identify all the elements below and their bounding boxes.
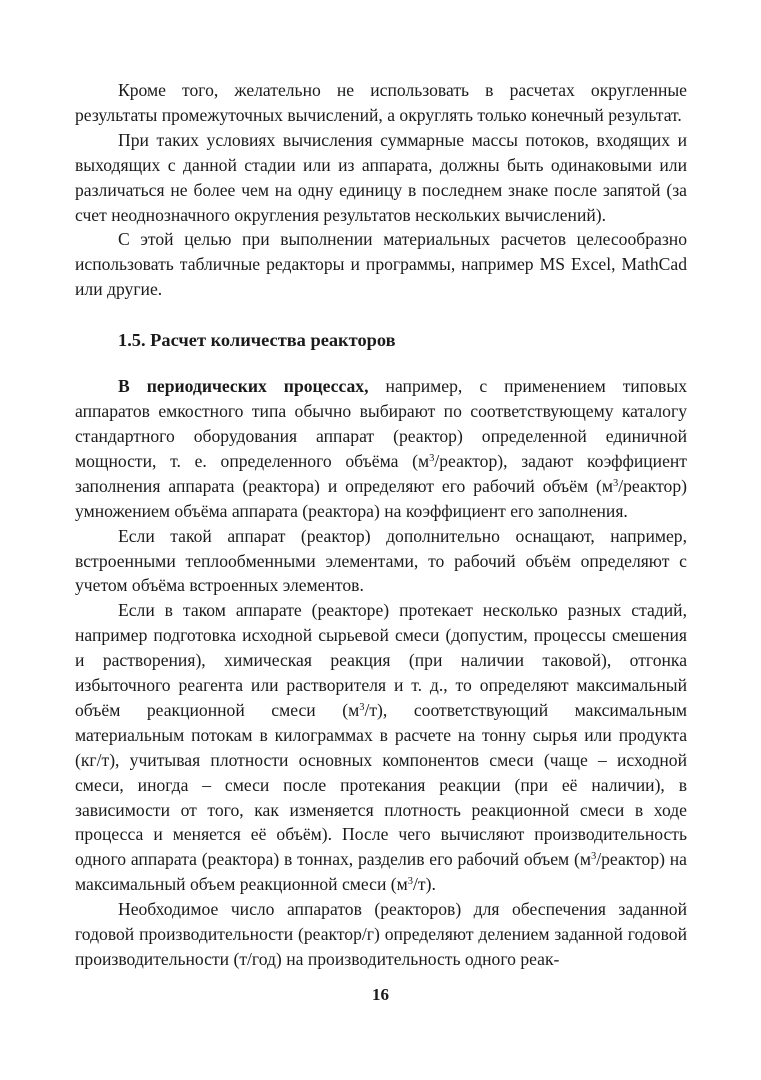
page-body bbox=[75, 78, 687, 972]
paragraph-periodic-processes: В периодических процессах, например, с применением типовых аппаратов емкостного типа обычно выбирают по соответствующему каталогу стандартного оборудования аппарат (реактор) определенной единичной мощности, т. е. определенного объёма $(м^3/реактор)$, задают коэффициент заполнения аппарата (реактора) и определяют его рабочий объём $(м^3/реактор)$ умножением объёма аппарата (реактора) на коэффициент его заполнения. bbox=[75, 376, 687, 521]
paragraph-heat-exchange: Если такой аппарат (реактор) дополнительно оснащают, например, встроенными теплообменными элементами, то рабочий объём определяют с учетом объёма встроенных элементов. bbox=[75, 525, 687, 596]
section-heading: 1.5. Расчет количества реакторов bbox=[118, 330, 396, 351]
paragraph-number-of-reactors: Необходимое число аппаратов (реакторов) для обеспечения заданной годовой производительности (реактор/г) определяют делением заданной годовой производительности (т/год) на производительность одного реак- bbox=[75, 899, 687, 969]
page-number: 16 bbox=[372, 985, 389, 1004]
superscript: 3 bbox=[407, 876, 414, 888]
paragraph-multiple-stages: Если в таком аппарате (реакторе) протекает несколько разных стадий, например подготовка исходной сырьевой смеси (допустим, процессы смешения и растворения), химическая реакция (при наличии таковой), отгонка избыточного реагента или растворителя и т. д., то определяют максимальный объём реакционной смеси $(м^3/т)$, соответствующий максимальным материальным потокам в килограммах в расчете на тонну сырья или продукта (кг/т), учитывая плотности основных компонентов смеси (чаще – исходной смеси, иногда – смеси после протекания реакции (при её наличии), в зависимости от того, как изменяется плотность реакционной смеси в ходе процесса и меняется её объём). После чего вычисляют производительность одного аппарата (реактора) в тоннах, разделив его рабочий объем $(м^3/реактор)$ на максимальный объем реакционной смеси $(м^3/т)$. bbox=[75, 600, 687, 895]
superscript: 3 bbox=[429, 452, 435, 464]
paragraph-lead-bold: В периодических процессах, bbox=[118, 376, 369, 397]
superscript: 3 bbox=[359, 701, 365, 713]
paragraph-software: С этой целью при выполнении материальных расчетов целесообразно использовать табличные редакторы и программы, например MS Excel, MathCad или другие. bbox=[75, 229, 687, 300]
paragraph-rounding: Кроме того, желательно не использовать в расчетах округленные результаты промежуточных вычислений, а округлять только конечный результат. bbox=[75, 80, 687, 125]
superscript: 3 bbox=[590, 851, 597, 863]
paragraph-mass-balance: При таких условиях вычисления суммарные массы потоков, входящих и выходящих с данной стадии или из аппарата, должны быть одинаковыми или различаться не более чем на одну единицу в последнем знаке после запятой (за счет неоднозначного округления результатов нескольких вычислений). bbox=[75, 129, 687, 225]
superscript: 3 bbox=[613, 477, 619, 489]
